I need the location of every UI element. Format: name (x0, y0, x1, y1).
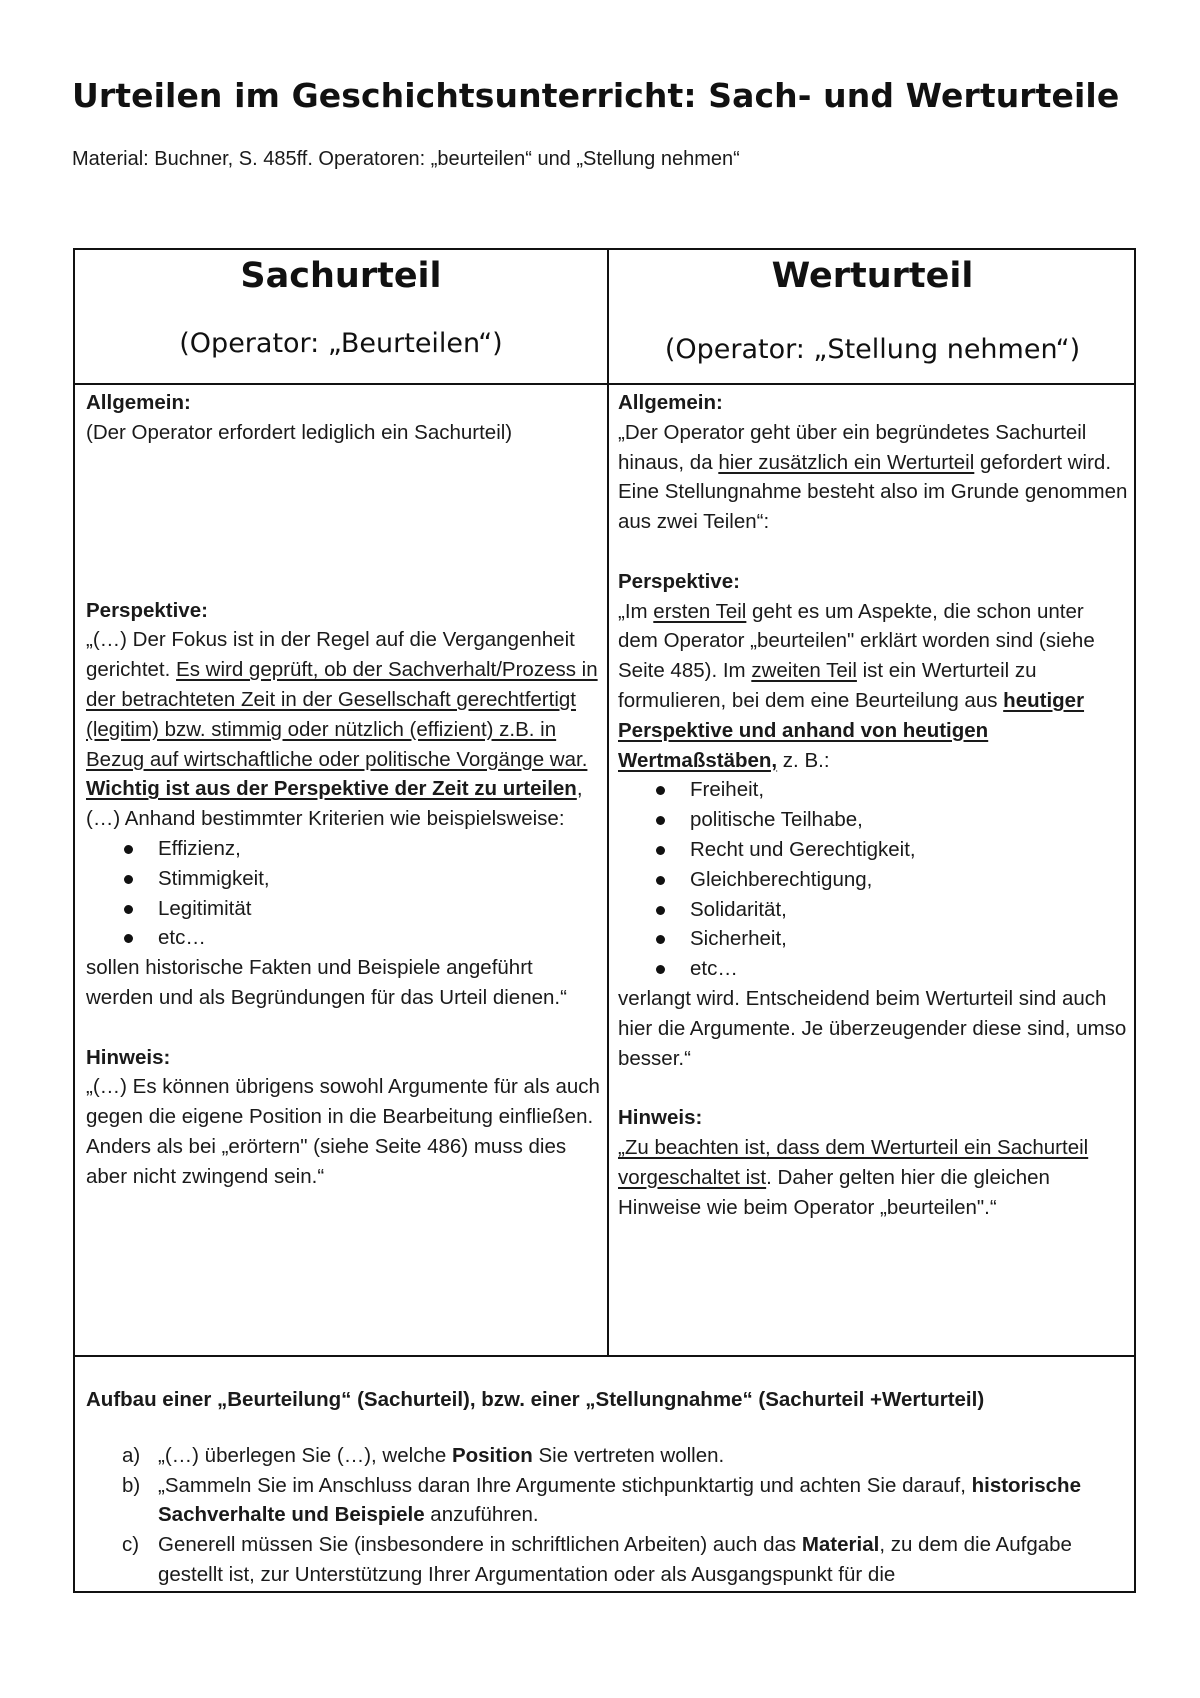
list-item: Legitimität (86, 894, 601, 924)
werturteil-operator: (Operator: „Stellung nehmen“) (664, 334, 1081, 365)
perspektive-label: Perspektive: (86, 598, 208, 622)
perspektive-text: „Im ersten Teil geht es um Aspekte, die schon unter dem Operator „beurteilen" erklärt worden sind (siehe Seite 485). Im zweiten Teil ist ein Werturteil zu formulieren, bei dem eine Beurteilung aus heutiger Perspektive und anhand von heutigen Wertmaßstäben, z. B.: (618, 599, 1095, 772)
column-divider (607, 250, 609, 1357)
list-item: b) „Sammeln Sie im Anschluss daran Ihre Argumente stichpunktartig und achten Sie darauf, historische Sachverhalte und Beispiele anzuführen. (86, 1471, 1126, 1531)
allgemein-label: Allgemein: (86, 391, 191, 414)
aufbau-list (86, 1441, 1126, 1590)
sachurteil-cell (86, 388, 601, 1192)
hinweis-text: „Zu beachten ist, dass dem Werturteil ein Sachurteil vorgeschaltet ist. Daher gelten hier die gleichen Hinweise wie beim Operator „beurteilen".“ (618, 1135, 1089, 1219)
header-divider (75, 383, 1134, 385)
list-item: Gleichberechtigung, (618, 865, 1128, 895)
aufbau-heading: Aufbau einer „Beurteilung“ (Sachurteil), bzw. einer „Stellungnahme“ (Sachurteil +Werturteil) (86, 1388, 985, 1411)
list-item: c) Generell müssen Sie (insbesondere in schriftlichen Arbeiten) auch das Material, zu dem die Aufgabe gestellt ist, zur Unterstützung Ihrer Argumentation oder als Ausgangspunkt für die (86, 1530, 1126, 1590)
list-item: Effizienz, (86, 834, 601, 864)
werturteil-cell (618, 388, 1128, 1222)
allgemein-label: Allgemein: (618, 391, 723, 414)
allgemein-text: „Der Operator geht über ein begründetes Sachurteil hinaus, da hier zusätzlich ein Werturteil gefordert wird. Eine Stellungnahme besteht also im Grunde genommen aus zwei Teilen“: (618, 420, 1128, 534)
werturteil-title: Werturteil (771, 256, 974, 296)
allgemein-text: (Der Operator erfordert lediglich ein Sachurteil) (86, 420, 513, 444)
werturteil-header (609, 250, 1136, 383)
hinweis-text: „(…) Es können übrigens sowohl Argumente für als auch gegen die eigene Position in die Bearbeitung einfließen. Anders als bei „erörtern" (siehe Seite 486) muss dies aber nicht zwingend sein.“ (86, 1075, 600, 1188)
perspektive-label: Perspektive: (618, 569, 740, 593)
list-item: Stimmigkeit, (86, 864, 601, 894)
page-subtitle: Material: Buchner, S. 485ff. Operatoren: „beurteilen“ und „Stellung nehmen“ (72, 148, 740, 170)
list-marker: a) (122, 1443, 141, 1467)
list-item: Freiheit, (618, 775, 1128, 805)
list-item: a) „(…) überlegen Sie (…), welche Position Sie vertreten wollen. (86, 1441, 1126, 1471)
hinweis-label: Hinweis: (618, 1106, 703, 1130)
kriterien-list (86, 834, 601, 953)
list-item: etc… (86, 923, 601, 953)
list-item: Solidarität, (618, 895, 1128, 925)
sachurteil-operator: (Operator: „Beurteilen“) (179, 328, 503, 359)
perspektive-end: verlangt wird. Entscheidend beim Werturteil sind auch hier die Argumente. Je überzeugender diese sind, umso besser.“ (618, 986, 1127, 1070)
list-item: politische Teilhabe, (618, 805, 1128, 835)
list-item: Sicherheit, (618, 924, 1128, 954)
sachurteil-title: Sachurteil (240, 256, 442, 296)
perspektive-end: sollen historische Fakten und Beispiele angeführt werden und als Begründungen für das Urteil dienen.“ (86, 956, 567, 1009)
hinweis-label: Hinweis: (86, 1045, 171, 1069)
list-marker: c) (122, 1533, 140, 1557)
footer-divider (75, 1355, 1134, 1357)
aufbau-section (86, 1368, 1126, 1590)
comparison-table (73, 248, 1136, 1593)
page-title: Urteilen im Geschichtsunterricht: Sach- und Werturteile (72, 76, 1120, 115)
list-item: Recht und Gerechtigkeit, (618, 835, 1128, 865)
sachurteil-header (75, 250, 607, 383)
perspektive-text: „(…) Der Fokus ist in der Regel auf die Vergangenheit gerichtet. Es wird geprüft, ob der Sachverhalt/Prozess in der betrachteten Zeit in der Gesellschaft gerechtfertigt (legitim) bzw. stimmig oder nützlich (effizient) z.B. in Bezug auf wirtschaftliche oder politische Vorgänge war. Wichtig ist aus der Perspektive der Zeit zu urteilen, (…) Anhand bestimmter Kriterien wie beispielsweise: (86, 628, 598, 831)
list-item: etc… (618, 954, 1128, 984)
werte-list (618, 775, 1128, 984)
list-marker: b) (122, 1473, 141, 1497)
